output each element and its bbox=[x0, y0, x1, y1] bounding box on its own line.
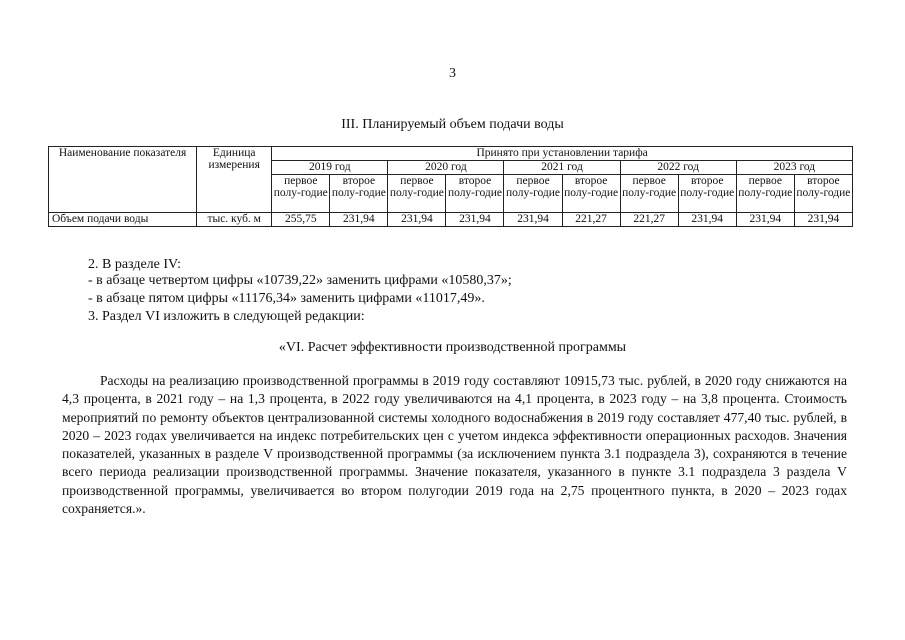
body-paragraph: Расходы на реализацию производственной программы в 2019 году составляют 10915,73 тыс. рублей, в 2020 году снижаются на 4,3 процента, в 2021 году – на 1,3 процента, в 2022 году увеличиваются на 4,1 процента, в 2023 году – на 3,8 процента. Стоимость мероприятий по ремонту объектов централизованной системы холодного водоснабжения в 2019 году составляет 477,40 тыс. рублей, в 2020 – 2023 годах увеличивается на индекс потребительских цен с учетом индекса эффективности операционных расходов. Значения показателей, указанных в разделе V производственной программы (за исключением пункта 3.1 подраздела 3), сохраняются в течение всего периода реализации производственной программы. Значение показателя, указанного в пункте 3.1 подраздела 3 раздела V производственной программы, увеличивается во втором полугодии 2019 года на 2,75 процентного пункта, в 2020 – 2023 годах сохраняется.». bbox=[62, 373, 847, 517]
header-half-second: второе полу-годие bbox=[562, 175, 620, 213]
header-half-second: второе полу-годие bbox=[446, 175, 504, 213]
table-cell: 231,94 bbox=[736, 213, 794, 227]
edit-line: - в абзаце пятом цифры «11176,34» заменить цифрами «11017,49». bbox=[88, 291, 485, 306]
edit-line: 3. Раздел VI изложить в следующей редакции: bbox=[88, 309, 365, 324]
water-volume-table bbox=[48, 146, 853, 227]
table-cell: 221,27 bbox=[562, 213, 620, 227]
header-half-second: второе полу-годие bbox=[330, 175, 388, 213]
table-cell: 231,94 bbox=[388, 213, 446, 227]
header-half-first: первое полу-годие bbox=[504, 175, 562, 213]
section-vi-title: «VI. Расчет эффективности производственной программы bbox=[278, 340, 627, 355]
header-year: 2022 год bbox=[620, 161, 736, 175]
header-half-first: первое полу-годие bbox=[736, 175, 794, 213]
table-cell: 231,94 bbox=[504, 213, 562, 227]
section-title: III. Планируемый объем подачи воды bbox=[341, 117, 564, 132]
header-half-second: второе полу-годие bbox=[794, 175, 852, 213]
header-year: 2019 год bbox=[272, 161, 388, 175]
header-half-first: первое полу-годие bbox=[388, 175, 446, 213]
header-accepted: Принято при установлении тарифа bbox=[272, 147, 853, 161]
table-cell: 231,94 bbox=[446, 213, 504, 227]
header-year: 2023 год bbox=[736, 161, 852, 175]
header-year: 2020 год bbox=[388, 161, 504, 175]
page-number: 3 bbox=[449, 66, 456, 81]
table-cell: 231,94 bbox=[794, 213, 852, 227]
table-cell: 255,75 bbox=[272, 213, 330, 227]
row-name: Объем подачи воды bbox=[49, 213, 197, 227]
row-unit: тыс. куб. м bbox=[197, 213, 272, 227]
header-half-first: первое полу-годие bbox=[620, 175, 678, 213]
table-row bbox=[49, 213, 853, 227]
header-half-second: второе полу-годие bbox=[678, 175, 736, 213]
header-indicator-name: Наименование показателя bbox=[49, 147, 197, 213]
header-unit: Единица измерения bbox=[197, 147, 272, 213]
table-cell: 221,27 bbox=[620, 213, 678, 227]
header-year: 2021 год bbox=[504, 161, 620, 175]
header-half-first: первое полу-годие bbox=[272, 175, 330, 213]
table-cell: 231,94 bbox=[678, 213, 736, 227]
edit-line: - в абзаце четвертом цифры «10739,22» заменить цифрами «10580,37»; bbox=[88, 273, 512, 288]
table-cell: 231,94 bbox=[330, 213, 388, 227]
edit-line: 2. В разделе IV: bbox=[88, 257, 181, 272]
